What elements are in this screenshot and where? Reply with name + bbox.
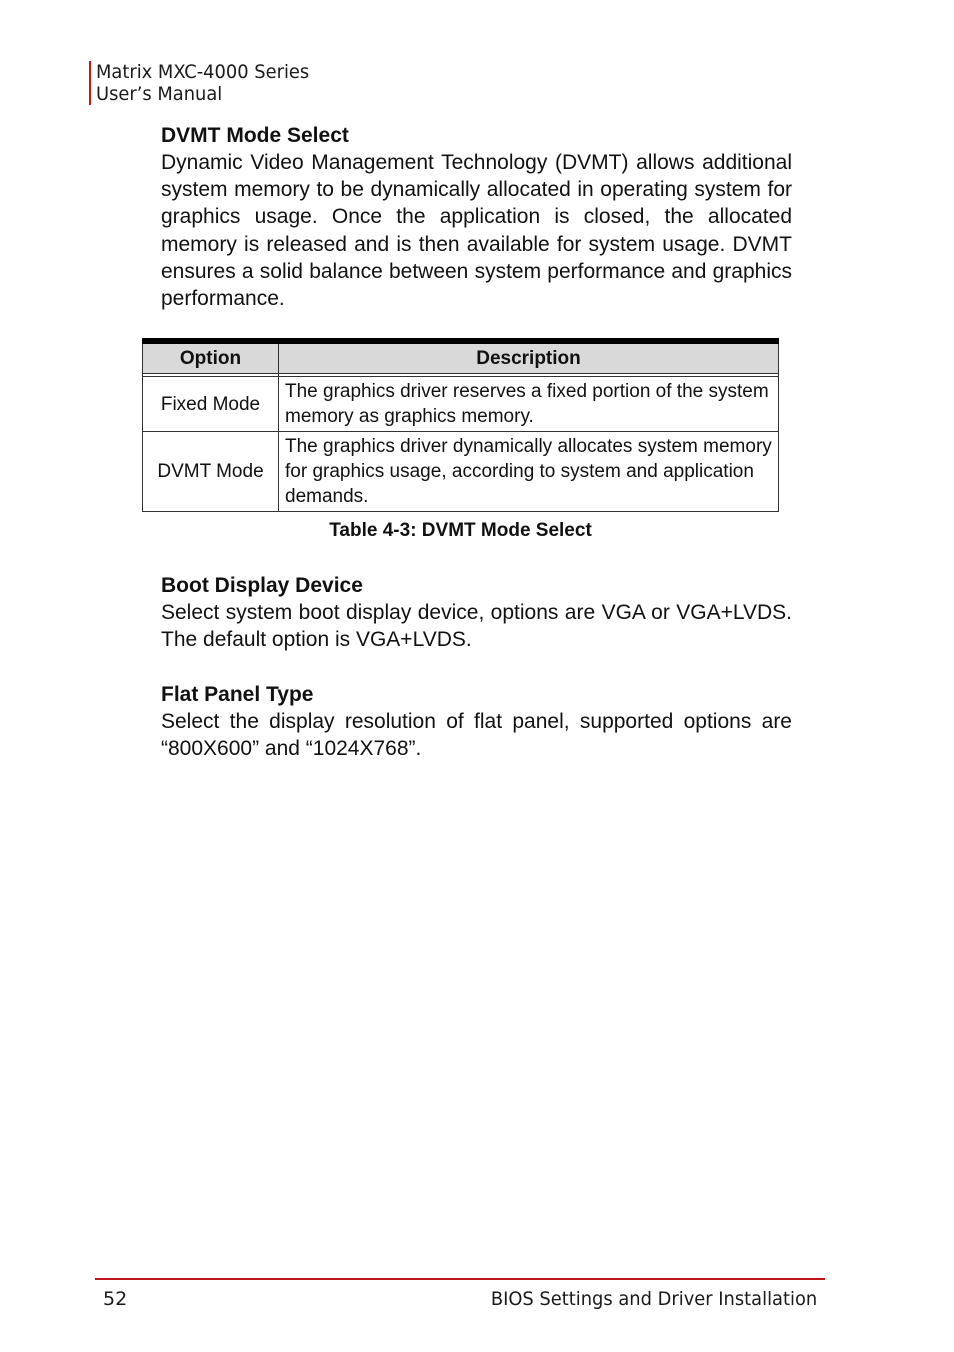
table-cell-option: Fixed Mode [143,377,279,432]
section-title-boot: Boot Display Device [161,574,363,597]
dvmt-table [142,338,779,512]
section-body-flat: Select the display resolution of flat panel, supported options are “800X600” and “1024X768”. [161,710,792,761]
section-boot-display [161,572,792,653]
header-product: Matrix MXC-4000 Series [96,61,310,83]
footer-rule [95,1278,825,1280]
section-body-dvmt: Dynamic Video Management Technology (DVMT) allows additional system memory to be dynamically allocated in operating system for graphics usage. Once the application is closed, the allocated memory is released and is then available for system usage. DVMT ensures a solid balance between system performance and graphics performance. [161,151,792,311]
footer-chapter: BIOS Settings and Driver Installation [490,1288,817,1310]
table-caption: Table 4-3: DVMT Mode Select [329,520,592,541]
header-manual: User’s Manual [96,83,223,105]
section-body-boot: Select system boot display device, options are VGA or VGA+LVDS. The default option is VGA+LVDS. [161,601,792,652]
section-flat-panel [161,681,792,762]
running-header [89,61,323,105]
table-cell-description: The graphics driver dynamically allocates system memory for graphics usage, according to system and application demands. [279,432,779,512]
table-cell-description: The graphics driver reserves a fixed portion of the system memory as graphics memory. [279,377,779,432]
section-title-flat: Flat Panel Type [161,683,314,706]
table-cell-option: DVMT Mode [143,432,279,512]
table-row [143,377,779,432]
column-header-option: Option [143,341,279,374]
page-number: 52 [103,1288,128,1310]
section-dvmt [161,122,792,312]
table-header-row [143,341,779,374]
table-row [143,432,779,512]
section-title-dvmt: DVMT Mode Select [161,124,349,147]
column-header-description: Description [279,341,779,374]
